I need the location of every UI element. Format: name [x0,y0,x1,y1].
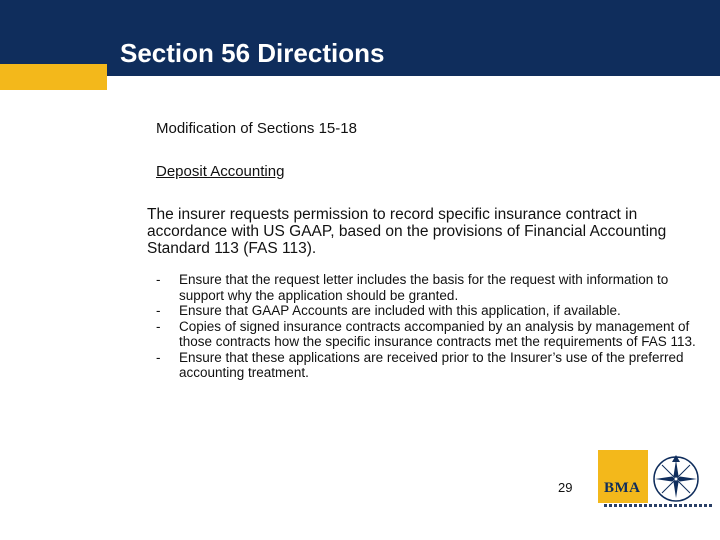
bullet-dash: - [156,272,161,287]
section-heading: Deposit Accounting [156,163,285,180]
bullet-item [156,319,716,350]
slide-subtitle: Modification of Sections 15-18 [156,120,357,137]
bullet-item [156,272,716,303]
bullet-item [156,303,716,319]
bullet-text: Copies of signed insurance contracts accompanied by an analysis by management of those contracts how the specific insurance contracts met the requirements of FAS 113. [179,318,696,349]
bullet-dash: - [156,349,161,365]
slide-title: Section 56 Directions [120,38,385,68]
accent-bar [0,64,107,90]
logo-caption-mark [604,504,714,507]
bullet-item [156,350,716,381]
logo-text: BMA [604,480,641,496]
bullet-dash: - [156,318,161,334]
compass-crest-icon [650,452,702,504]
bullet-text: Ensure that these applications are received prior to the Insurer’s use of the preferred accounting treatment. [179,349,684,380]
bullet-text: Ensure that the request letter includes the basis for the request with information to support why the application should be granted. [179,272,669,303]
bma-logo [598,450,714,510]
bullet-text: Ensure that GAAP Accounts are included with this application, if available. [179,303,621,318]
intro-paragraph: The insurer requests permission to record specific insurance contract in accordance with US GAAP, based on the provisions of Financial Accounting Standard 113 (FAS 113). [147,206,667,257]
bullet-dash: - [156,303,161,318]
page-number: 29 [558,480,573,495]
bullet-list [156,272,716,381]
